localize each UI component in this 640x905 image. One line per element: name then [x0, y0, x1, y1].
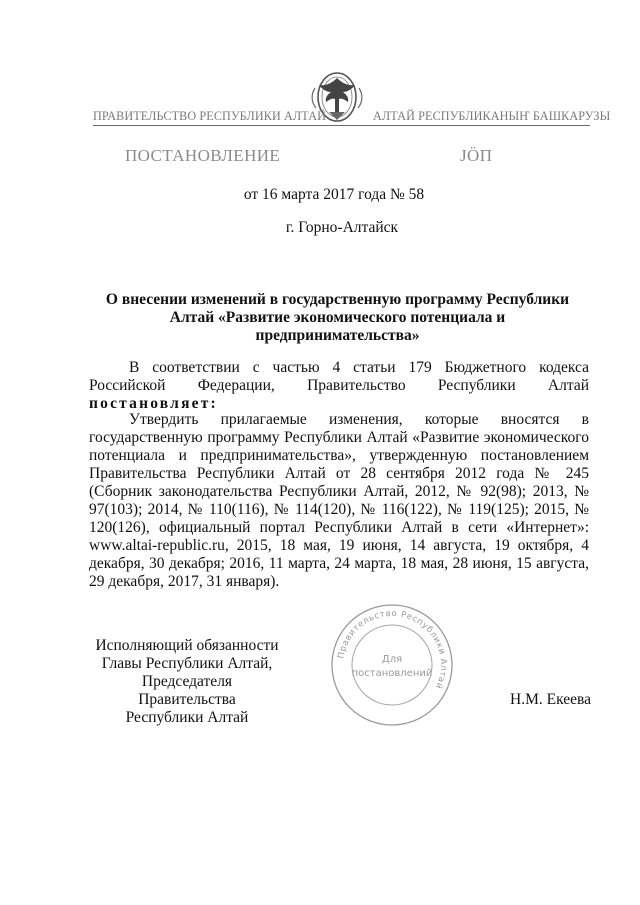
doc-type-altai: JÖП	[460, 146, 493, 165]
city-line: г. Горно-Алтайск	[285, 219, 399, 236]
preamble-text: В соответствии с частью 4 статьи 179 Бюджетного кодекса Российской Федерации, Правительство Республики Алтай	[89, 359, 589, 394]
doc-type-russian: ПОСТАНОВЛЕНИЕ	[125, 146, 281, 165]
stamp-center-line: Для	[381, 654, 403, 665]
stamp-ring-text: Правительство Республики Алтай	[336, 608, 449, 691]
decree-word: постановляет:	[89, 395, 218, 412]
date-line: от 16 марта 2017 года № 58	[243, 186, 425, 203]
position-line: Главы Республики Алтай,	[101, 655, 273, 672]
signatory-position	[92, 637, 282, 727]
position-line: Председателя Правительства	[138, 673, 236, 708]
header-right-org-name: АЛТАЙ РЕСПУБЛИКАНЫҤ БАШКАРУЗЫ	[373, 109, 611, 123]
body-paragraph: Утвердить прилагаемые изменения, которые вносятся в государственную программу Республики Алтай «Развитие экономического потенциала и предпринимательства», утвержденную постановлением Правительства Республики Алтай от 28 сентября 2012 года № 245 (Сборник законодательства Республики Алтай, 2012, № 92(98); 2013, № 97(103); 2014, № 110(116), № 114(120), № 116(122), № 119(125); 2015, № 120(126), официальный портал Республики Алтай в сети «Интернет»: www.altai-republic.ru, 2015, 18 мая, 19 июня, 14 августа, 19 октября, 4 декабря, 30 декабря; 2016, 11 марта, 24 марта, 18 мая, 28 июня, 15 августа, 29 декабря, 2017, 31 января).	[89, 411, 589, 590]
official-stamp	[327, 600, 457, 730]
position-line: Исполняющий обязанности	[95, 637, 279, 654]
stamp-center-line: постановлений	[351, 668, 433, 679]
preamble-paragraph	[89, 359, 589, 413]
position-line: Республики Алтай	[125, 709, 249, 726]
signatory-name: Н.М. Екеева	[510, 691, 591, 708]
header-left-org-name: ПРАВИТЕЛЬСТВО РЕСПУБЛИКИ АЛТАЙ	[93, 109, 327, 123]
header-divider	[93, 125, 590, 126]
document-title: О внесении изменений в государственную программу Республики Алтай «Развитие экономического потенциала и предпринимательства»	[105, 291, 570, 344]
